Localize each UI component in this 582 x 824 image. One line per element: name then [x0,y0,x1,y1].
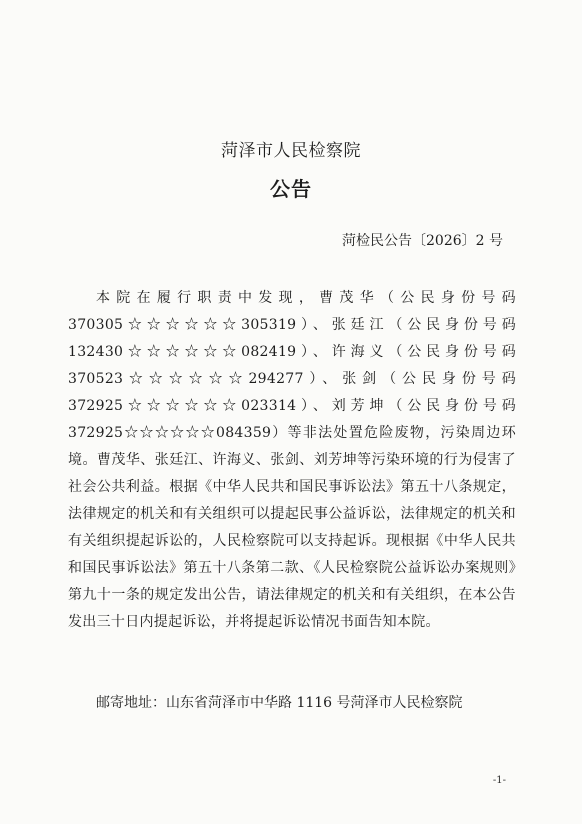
mailing-address: 邮寄地址：山东省菏泽市中华路 1116 号菏泽市人民检察院 [96,695,463,711]
issuing-organization: 菏泽市人民检察院 [221,141,361,161]
page-number: -1- [492,775,506,786]
document-title: 公告 [270,177,312,201]
announcement-body: 本院在履行职责中发现，曹茂华（公民身份号码 370305☆☆☆☆☆☆305319）、张廷江（公民身份号码 132430☆☆☆☆☆☆082419）、许海义（公民身份号码 370523☆☆☆☆☆☆294277）、张剑（公民身份号码 372925☆☆☆☆☆☆023314）、刘芳坤（公民身份号码 372925☆☆☆☆☆☆084359）等非法处置危险废物，污染周边环境。曹茂华、张廷江、许海义、张剑、刘芳坤等污染环境的行为侵害了社会公共利益。根据《中华人民共和国民事诉讼法》第五十八条规定，法律规定的机关和有关组织可以提起民事公益诉讼，法律规定的机关和有关组织提起诉讼的，人民检察院可以支持起诉。现根据《中华人民共和国民事诉讼法》第五十八条第二款、《人民检察院公益诉讼办案规则》第九十一条的规定发出公告，请法律规定的机关和有关组织，在本公告发出三十日内提起诉讼，并将提起诉讼情况书面告知本院。 [68,290,516,630]
document-number: 菏检民公告〔2026〕2 号 [342,233,503,249]
